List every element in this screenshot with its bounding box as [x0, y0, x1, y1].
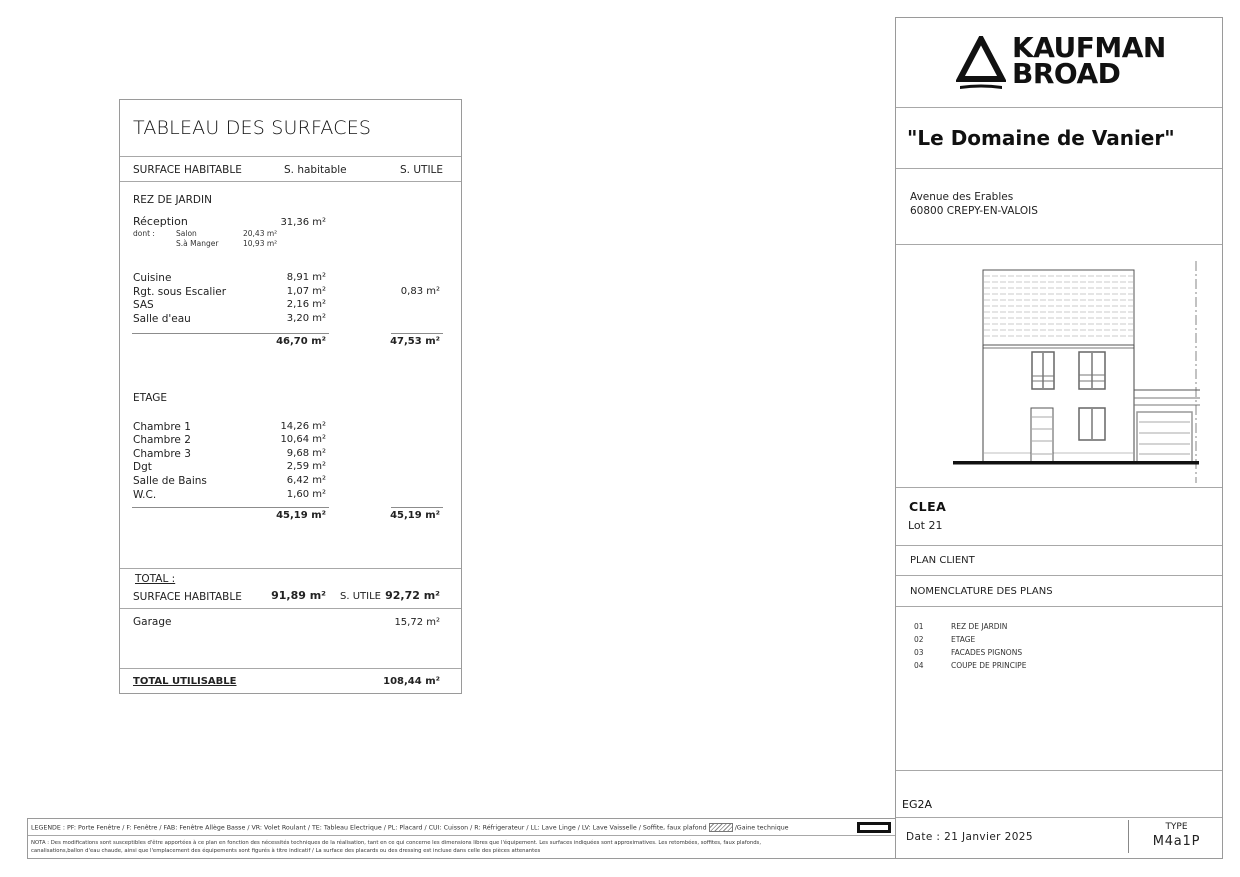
table-title: TABLEAU DES SURFACES	[133, 117, 372, 139]
etage-subtotal-habitable: 45,19 m²	[276, 510, 326, 521]
salle-eau-habitable: 3,20 m²	[286, 313, 326, 324]
nomenclature-item: REZ DE JARDIN	[951, 622, 1008, 631]
chambre-3-habitable: 9,68 m²	[286, 448, 326, 459]
gaine-label: /Gaine technique	[734, 824, 789, 832]
detail-salon-label: Salon	[176, 229, 197, 238]
chambre-1-habitable: 14,26 m²	[280, 421, 326, 432]
total-surface-habitable-value: 91,89 m²	[271, 589, 326, 602]
logo-text	[1012, 31, 1166, 90]
address-row	[896, 169, 1222, 245]
subtotal-line	[391, 507, 443, 508]
type-label: TYPE	[1165, 822, 1188, 832]
legend-box	[27, 818, 895, 859]
plan-type: PLAN CLIENT	[910, 555, 975, 566]
nomenclature-num: 01	[914, 622, 924, 631]
section-etage: ETAGE	[133, 392, 168, 404]
chambre-2-habitable: 10,64 m²	[280, 434, 326, 445]
nota-line-2: canalisations,ballon d'eau chaude, ainsi que l'emplacement des équipements sont figurés à titre indicatif / La surface des placards ou des dressing est incluse dans celle des pièces attenantes	[31, 848, 541, 854]
room-chambre-1: Chambre 1	[133, 421, 191, 433]
nomenclature-num: 04	[914, 661, 924, 670]
detail-sam-label: S.à Manger	[176, 239, 219, 248]
divider	[120, 181, 461, 182]
header-surface-habitable: SURFACE HABITABLE	[133, 164, 242, 176]
room-dgt: Dgt	[133, 461, 152, 473]
rdj-subtotal-utile: 47,53 m²	[390, 336, 440, 347]
garage-value: 15,72 m²	[394, 617, 440, 628]
elevation-row	[896, 245, 1222, 488]
header-s-habitable: S. habitable	[284, 164, 347, 176]
nomenclature-num: 03	[914, 648, 924, 657]
logo-row	[896, 18, 1222, 108]
dont-label: dont :	[133, 229, 155, 238]
subtotal-line	[391, 333, 443, 334]
salle-de-bains-habitable: 6,42 m²	[286, 475, 326, 486]
room-sas: SAS	[133, 299, 154, 311]
gaine-technique-swatch-icon	[857, 822, 891, 833]
company-logo	[956, 31, 1176, 95]
reception-habitable: 31,36 m²	[280, 217, 326, 228]
nomenclature-num: 02	[914, 635, 924, 644]
wc-habitable: 1,60 m²	[286, 489, 326, 500]
logo-line-2: BROAD	[1012, 57, 1121, 90]
rgt-utile: 0,83 m²	[400, 286, 440, 297]
room-chambre-2: Chambre 2	[133, 434, 191, 446]
room-reception: Réception	[133, 215, 188, 228]
plan-code: EG2A	[902, 798, 932, 811]
type-value: M4a1P	[1152, 834, 1201, 849]
nomenclature-title: NOMENCLATURE DES PLANS	[910, 586, 1053, 597]
subtotal-line	[132, 333, 329, 334]
etage-subtotal-utile: 45,19 m²	[390, 510, 440, 521]
address-line-2: 60800 CREPY-EN-VALOIS	[910, 205, 1038, 217]
section-rez-de-jardin: REZ DE JARDIN	[133, 194, 212, 206]
surface-table	[119, 99, 462, 694]
room-cuisine: Cuisine	[133, 272, 172, 284]
model-row	[896, 488, 1222, 546]
room-salle-de-bains: Salle de Bains	[133, 475, 207, 487]
legend-row	[28, 819, 895, 836]
address-line-1: Avenue des Erables	[910, 191, 1014, 203]
subtotal-line	[132, 507, 329, 508]
divider	[120, 668, 461, 669]
nomenclature-item: FACADES PIGNONS	[951, 648, 1023, 657]
project-name: "Le Domaine de Vanier"	[907, 126, 1175, 150]
house-elevation-drawing	[896, 245, 1222, 488]
room-chambre-3: Chambre 3	[133, 448, 191, 460]
lot-number: Lot 21	[908, 519, 943, 532]
rgt-habitable: 1,07 m²	[286, 286, 326, 297]
divider	[120, 568, 461, 569]
hatch-swatch-icon	[709, 823, 733, 832]
divider	[120, 608, 461, 609]
header-s-utile: S. UTILE	[400, 164, 444, 176]
total-utilisable-value: 108,44 m²	[383, 676, 440, 687]
room-garage: Garage	[133, 616, 172, 628]
project-row	[896, 108, 1222, 169]
room-wc: W.C.	[133, 489, 157, 501]
model-name: CLEA	[909, 499, 947, 514]
divider	[120, 156, 461, 157]
logo-line-1: KAUFMAN	[1012, 31, 1166, 64]
room-rgt: Rgt. sous Escalier	[133, 286, 227, 298]
nomenclature-item: ETAGE	[951, 635, 976, 644]
total-s-utile-label: S. UTILE	[340, 591, 381, 602]
cuisine-habitable: 8,91 m²	[286, 272, 326, 283]
nomenclature-item: COUPE DE PRINCIPE	[951, 661, 1027, 670]
legend-abbreviations: LEGENDE : PF: Porte Fenêtre / F: Fenêtre / FAB: Fenêtre Allège Basse / VR: Volet Roulant / TE: Tableau Electrique / PL: Placard / CUI: Cuisson / R: Réfrigerateur / LL: Lave Linge / LV: Lave Vaisselle / Soffite, faux plafond	[31, 824, 707, 832]
nota-line-1: NOTA : Des modifications sont susceptibles d'être apportées à ce plan en fonction des nécessités techniques de la réalisation, tant en ce qui concerne les dimensions libres que l'équipement. Les surfaces indiquées sont approximatives. Les retombées, soffites, faux plafonds,	[31, 840, 762, 846]
nomenclature-list	[896, 607, 1222, 771]
plan-type-row	[896, 546, 1222, 576]
detail-sam-value: 10,93 m²	[243, 239, 278, 248]
title-block	[895, 17, 1223, 859]
total-label: TOTAL :	[135, 573, 176, 585]
room-salle-eau: Salle d'eau	[133, 313, 191, 325]
total-surface-habitable-label: SURFACE HABITABLE	[133, 591, 242, 603]
plan-date: Date : 21 Janvier 2025	[906, 831, 1033, 843]
code-row	[896, 771, 1222, 818]
total-s-utile-value: 92,72 m²	[385, 589, 440, 602]
detail-salon-value: 20,43 m²	[243, 229, 278, 238]
nomenclature-title-row	[896, 576, 1222, 607]
dgt-habitable: 2,59 m²	[286, 461, 326, 472]
rdj-subtotal-habitable: 46,70 m²	[276, 336, 326, 347]
triangle-logo-icon	[956, 36, 1006, 92]
total-utilisable-label: TOTAL UTILISABLE	[133, 676, 237, 687]
sas-habitable: 2,16 m²	[286, 299, 326, 310]
legend-text	[31, 823, 789, 832]
